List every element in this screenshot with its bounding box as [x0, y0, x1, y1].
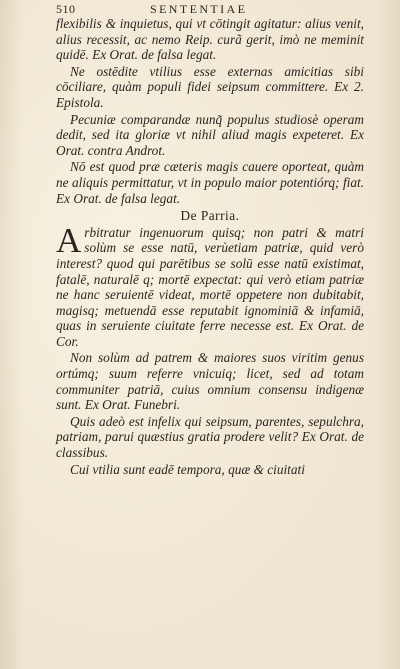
drop-cap: A [56, 220, 82, 260]
paragraph-text: Nō est quod præ cæteris magis cauere oporteat, quàm ne aliquis permittatur, vt in populo maior potentiórq; fiat. [56, 159, 364, 190]
text-block [56, 16, 364, 478]
citation: Ex Orat. Funebri. [84, 397, 181, 413]
page-number: 510 [56, 2, 76, 16]
paragraph-4 [56, 159, 364, 206]
paragraph-6 [56, 414, 364, 461]
citation: Ex 2. Epistola. [56, 79, 364, 110]
paragraph-text: Non solùm ad patrem & maiores suos viritim genus ortúmq; suum referre vnicuiq; licet, sed ad totam communiter patriā, cuius omnium consensu indigenæ sunt. [56, 350, 364, 413]
section-heading: De Parria. [180, 208, 240, 224]
paragraph-3 [56, 112, 364, 159]
running-head: SENTENTIAE [150, 2, 248, 16]
paragraph-text: Pecuniæ comparandæ nunq̃ populus studiosè operam dedit, sed ita gloriæ vt nihil aliud magis expeteret. [56, 111, 364, 143]
dropcap-paragraph [56, 220, 364, 350]
citation: Ex Orat. de classibus. [56, 429, 365, 461]
citation: Ex Orat. de falsa legat. [56, 190, 181, 206]
paragraph-text: flexibilis & inquietus, qui vt cōtingit agitatur: alius venit, alius recessit, ac nemo Reip. curã gerit, imò ne meminit quidē. [56, 16, 364, 63]
paragraph-text: Ne ostēdite vtilius esse externas amicitias sibi cōciliare, quàm populi fidei seipsum committere. [56, 63, 364, 95]
paragraph-text: Quis adeò est infelix qui seipsum, parentes, sepulchra, patriam, parui quæstius gratia prodere velit? [56, 413, 364, 445]
paragraph-2 [56, 64, 364, 111]
citation: Ex Orat. de falsa legat. [92, 47, 217, 63]
paragraph-1 [56, 16, 364, 63]
paragraph-text: rbitratur ingenuorum quisq; non patri & matri solùm se esse natū, verùetiam patriæ, quid verò interest? quod qui parētibus se solū esse natū existimat, fatalē, naturalē q; mortē expectat: qui verò etiam patriæ ne hanc seruientē videat, mortē oppetere non dubitabit, magisq; metuendā esse reputabit ignominiā & infamiā, quas in seruiente ciuitate ferre necesse est. [56, 224, 364, 334]
citation: Ex Orat. de Cor. [56, 318, 364, 349]
last-line: Cui vtilia sunt eadē tempora, quæ & ciuitati [70, 461, 305, 477]
paragraph-5 [56, 350, 364, 412]
citation: Ex Orat. contra Androt. [56, 127, 364, 158]
